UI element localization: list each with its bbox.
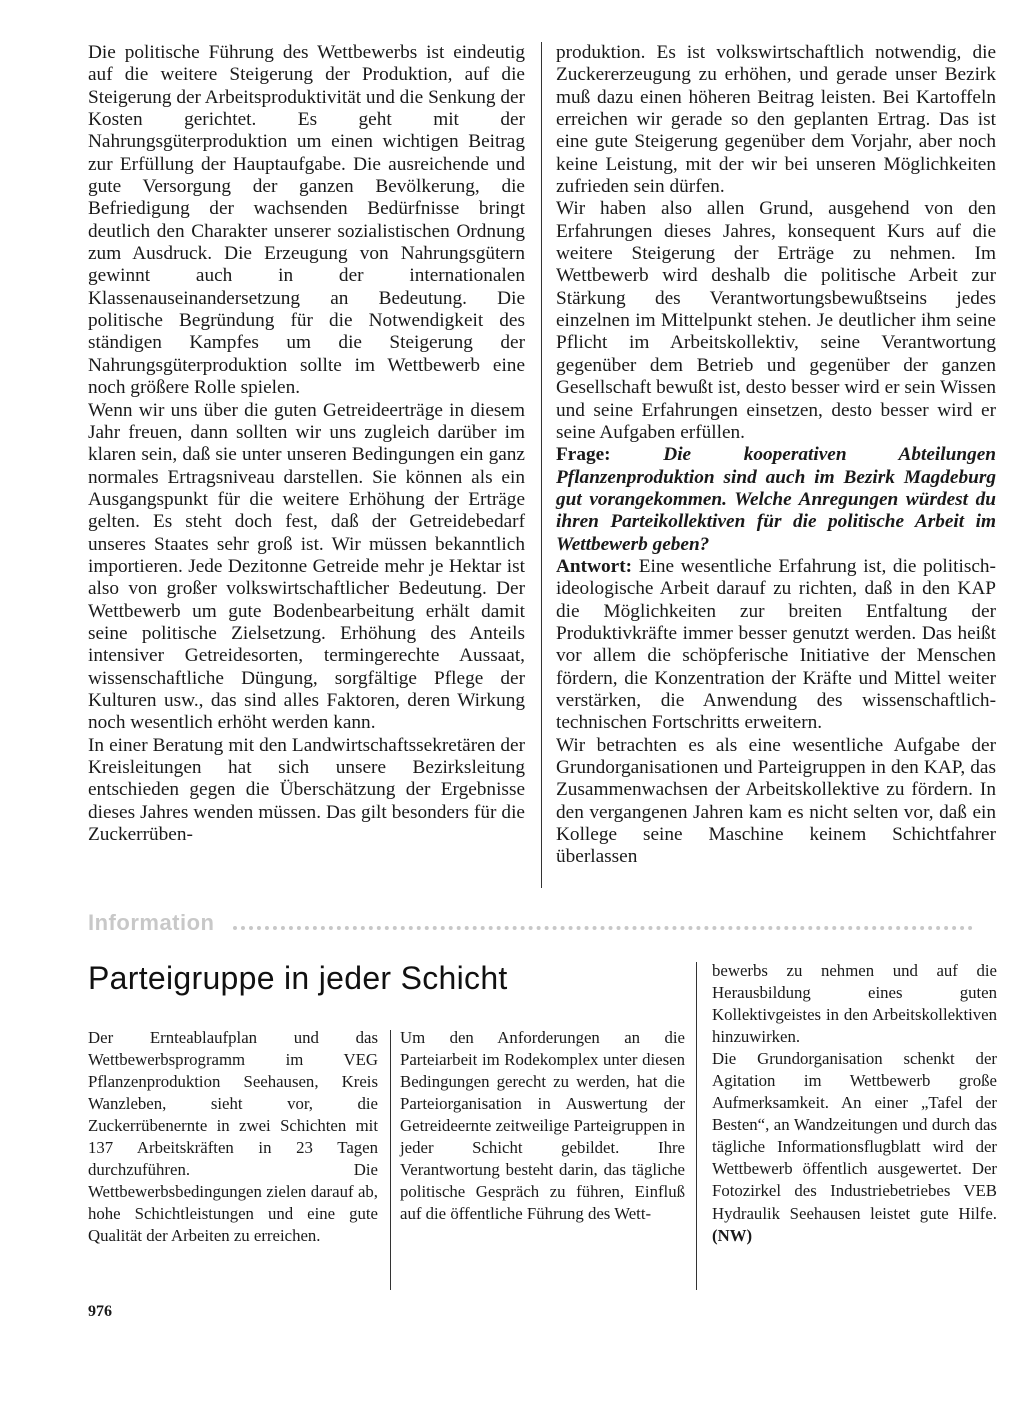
question-text: Die kooperativen Abteilungen Pflanzenproduktion sind auch im Bezirk Magdeburg gut vorangekommen. Welche Anregungen würdest du ihren Parteikollektiven für die politische Arbeit im Wettbewerb geben? xyxy=(556,444,996,555)
column-divider xyxy=(541,42,542,888)
question xyxy=(556,444,996,556)
info-column-2 xyxy=(400,1027,685,1225)
paragraph: produktion. Es ist volkswirtschaftlich notwendig, die Zuckererzeugung zu erhöhen, und gerade unser Bezirk muß dazu einen höheren Beitrag leisten. Bei Kartoffeln erreichen wir gerade so den geplanten Ertrag. Das ist eine gute Steigerung gegenüber dem Vorjahr, aber noch keine Leistung, mit der wir bei unseren Möglichkeiten zufrieden sein dürfen. xyxy=(556,42,996,198)
information-label: Information xyxy=(88,910,215,935)
answer xyxy=(556,556,996,735)
paragraph: Wir betrachten es als eine wesentliche Aufgabe der Grundorganisationen und Parteigruppen in den KAP, das Zusammenwachsen der Arbeitskollektive zu fördern. In den vergangenen Jahren kam es nicht selten vor, daß ein Kollege seine Maschine keinem Schichtfahrer überlassen xyxy=(556,734,996,868)
paragraph: Der Ernteablaufplan und das Wettbewerbsprogramm im VEG Pflanzenproduktion Seehausen, Kreis Wanzleben, sieht vor, die Zuckerrübenernte in zwei Schichten mit 137 Arbeitskräften in 23 Tagen durchzuführen. Die Wettbewerbsbedingungen zielen darauf ab, hohe Schichtleistungen und eine gute Qualität der Arbeiten zu erreichen. xyxy=(88,1028,378,1246)
article-column-left xyxy=(88,42,525,846)
article-headline: Parteigruppe in jeder Schicht xyxy=(88,960,508,996)
page-number: 976 xyxy=(88,1303,112,1320)
question-label: Frage: xyxy=(556,444,611,466)
answer-label: Antwort: xyxy=(556,555,633,577)
paragraph: Wenn wir uns über die guten Getreideerträge in diesem Jahr freuen, dann sollten wir uns zugleich darüber im klaren sein, daß sie unter unseren Bedingungen ein ganz normales Ertragsniveau darstellen. Sie können als ein Ausgangspunkt für die weitere Erhöhung der Erträge gelten. Es steht doch fest, daß der Getreidebedarf unseres Staates sehr groß ist. Wir müssen bekanntlich importieren. Jede Dezitonne Getreide mehr je Hektar ist also von großer volkswirtschaftlicher Bedeutung. Der Wettbewerb um gute Bodenbearbeitung erhält damit seine politische Zielsetzung. Erhöhung des Anteils intensiver Getreidesorten, termingerechte Aussaat, wissenschaftliche Düngung, sorgfältige Pflege der Kulturen usw., das sind alles Faktoren, deren Wirkung noch wesentlich erhöht werden kann. xyxy=(88,399,525,734)
paragraph xyxy=(712,1048,997,1246)
answer-text: Eine wesentliche Erfahrung ist, die politisch-ideologische Arbeit darauf zu richten, daß in den KAP die Möglichkeiten zur breiten Entfaltung der Produktivkräfte immer besser genutzt werden. Das heißt vor allem die schöpferische Initiative der Menschen fördern, die Konzentration der Kräfte und Mittel weiter verstärken, die Anwendung des wissenschaftlich-technischen Fortschritts erweitern. xyxy=(556,555,996,734)
paragraph: Wir haben also allen Grund, ausgehend von den Erfahrungen dieses Jahres, konsequent Kurs auf die weitere Steigerung der Erträge zu nehmen. Im Wettbewerb wird deshalb die politische Arbeit zur Stärkung des Verantwortungsbewußtseins jedes einzelnen im Mittelpunkt stehen. Je deutlicher ihm seine Pflicht im Arbeitskollektiv, seine Verantwortung gegenüber dem Betrieb und gegenüber der ganzen Gesellschaft bewußt ist, desto besser wird er sein Wissen und seine Erfahrungen einsetzen, desto besser wird er seine Aufgaben erfüllen. xyxy=(556,198,996,443)
paragraph: In einer Beratung mit den Landwirtschaftssekretären der Kreisleitungen hat sich unsere Bezirksleitung entschieden gegen die Überschätzung der Ergebnisse dieses Jahres wenden müssen. Das gilt besonders für die Zuckerrüben- xyxy=(88,734,525,846)
author-signature: (NW) xyxy=(712,1225,753,1245)
column-divider xyxy=(390,1030,391,1290)
paragraph-text: Die Grundorganisation schenkt der Agitation im Wettbewerb große Aufmerksamkeit. An einer „Tafel der Besten“, an Wandzeitungen und durch das tägliche Informationsflugblatt wird der Wettbewerb öffentlich ausgewertet. Der Fotozirkel des Industriebetriebes VEB Hydraulik Seehausen leistet gute Hilfe. xyxy=(712,1049,997,1223)
article-column-right xyxy=(556,42,996,869)
dotted-rule xyxy=(233,926,973,930)
information-banner xyxy=(88,910,988,940)
column-divider xyxy=(696,962,697,1290)
paragraph: Die politische Führung des Wettbewerbs ist eindeutig auf die weitere Steigerung der Produktion, auf die Steigerung der Arbeitsproduktivität und die Senkung der Kosten gerichtet. Es geht mit der Nahrungsgüterproduktion um einen wichtigen Beitrag zur Erfüllung der Hauptaufgabe. Die ausreichende und gute Versorgung der ganzen Bevölkerung, die Befriedigung der wachsenden Bedürfnisse bringt deutlich den Charakter unserer sozialistischen Ordnung zum Ausdruck. Die Erzeugung von Nahrungsgütern gewinnt auch in der internationalen Klassenauseinandersetzung an Bedeutung. Die politische Begründung für die Notwendigkeit des ständigen Kampfes um die Steigerung der Nahrungsgüterproduktion sollte im Wettbewerb eine noch größere Rolle spielen. xyxy=(88,42,525,399)
paragraph: Um den Anforderungen an die Parteiarbeit im Rodekomplex unter diesen Bedingungen gerecht zu werden, hat die Parteiorganisation in Auswertung der Getreideernte zeitweilige Parteigruppen in jeder Schicht gebildet. Ihre Verantwortung besteht darin, das tägliche politische Gespräch zu führen, Einfluß auf die öffentliche Führung des Wett- xyxy=(400,1028,685,1224)
info-column-3 xyxy=(712,960,997,1247)
paragraph: bewerbs zu nehmen und auf die Herausbildung eines guten Kollektivgeistes in den Arbeitskollektiven hinzuwirken. xyxy=(712,961,997,1047)
info-column-1 xyxy=(88,1027,378,1247)
